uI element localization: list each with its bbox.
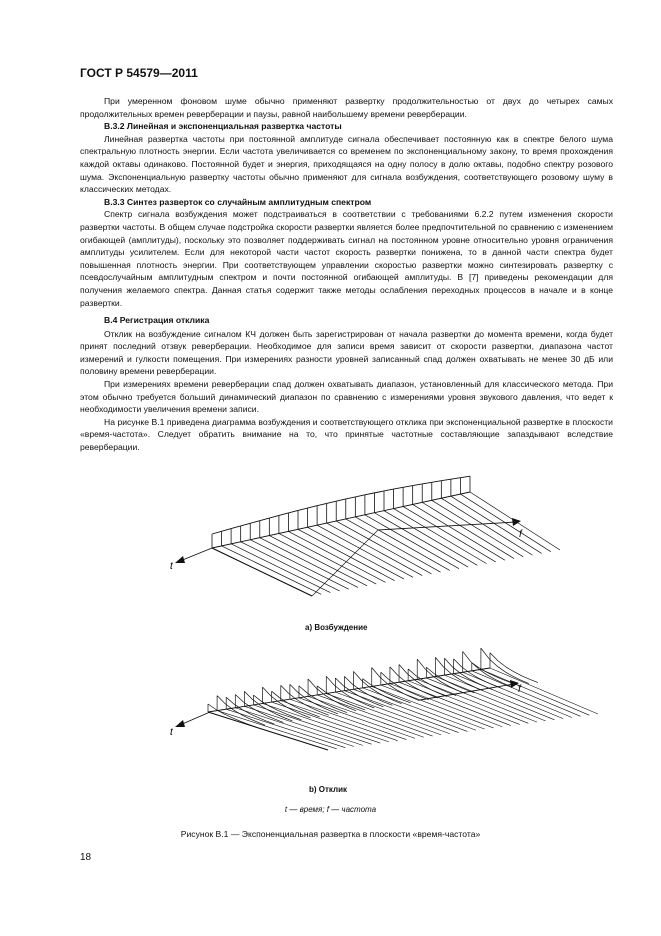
drawing-stroke xyxy=(242,710,250,714)
drawing-stroke xyxy=(222,529,232,532)
drawing-stroke xyxy=(395,697,403,700)
drawing-stroke xyxy=(327,501,337,503)
drawing-stroke xyxy=(235,694,243,701)
drawing-stroke xyxy=(233,710,241,715)
drawing-stroke xyxy=(354,671,362,680)
drawing-stroke xyxy=(435,677,545,721)
drawing-stroke xyxy=(423,685,431,689)
caption-a: a) Возбуждение xyxy=(305,623,368,632)
drawing-stroke xyxy=(441,479,451,481)
drawing-stroke xyxy=(308,679,316,688)
drawing-stroke xyxy=(422,502,514,558)
drawing-stroke xyxy=(366,705,374,708)
drawing-stroke xyxy=(449,686,457,690)
drawing-stroke xyxy=(263,703,381,743)
f-axis-a xyxy=(378,522,516,530)
t-axis-b xyxy=(180,712,210,725)
caption-b: b) Отклик xyxy=(309,785,348,794)
drawing-stroke xyxy=(422,691,430,695)
drawing-stroke xyxy=(460,476,470,477)
drawing-stroke xyxy=(374,513,468,567)
t-axis-a xyxy=(180,548,212,561)
drawing-stroke xyxy=(432,481,442,483)
drawing-stroke xyxy=(506,667,514,672)
drawing-stroke xyxy=(469,679,477,683)
drawing-stroke xyxy=(451,478,461,480)
arrow-icon xyxy=(175,556,185,563)
drawing-stroke xyxy=(505,672,513,677)
drawing-stroke xyxy=(486,682,494,685)
figure-legend xyxy=(0,805,661,814)
drawing-stroke xyxy=(381,672,389,679)
drawing-stroke xyxy=(363,679,371,685)
drawing-stroke xyxy=(295,711,303,715)
drawing-stroke xyxy=(396,689,404,693)
paragraph: Линейная развертка частоты при постоянной амплитуде сигнала обеспечивает постоянную как в спектре белого шума спектральную плотность энергии. Если частота увеличивается со временем по экспоненциальному закону, то время прохождения каждой октавы одинаково. Постоянной будет и энергия, приходящаяся на одну полосу в долю октавы, подобно спектру розового шума. Экспоненциальную развертку частоты обычно применяют для сигнала возбуждения, соответствующего розовому шуму в классических методах. xyxy=(80,133,613,195)
axis-label-f: f xyxy=(519,529,522,540)
drawing-stroke xyxy=(514,672,522,676)
drawing-stroke xyxy=(454,674,564,719)
drawing-stroke xyxy=(355,495,365,497)
drawing-stroke xyxy=(472,663,480,669)
drawing-stroke xyxy=(253,695,261,701)
drawing-stroke xyxy=(422,482,432,484)
drawing-stroke xyxy=(250,540,349,589)
axis-label-t: t xyxy=(170,727,173,738)
drawing-stroke xyxy=(372,686,485,729)
drawing-stroke xyxy=(384,511,477,566)
drawing-stroke xyxy=(374,491,384,493)
drawing-stroke xyxy=(284,718,292,721)
drawing-stroke xyxy=(478,678,486,682)
drawing-stroke xyxy=(384,489,394,491)
drawing-stroke xyxy=(308,506,318,508)
drawing-stroke xyxy=(298,508,308,510)
drawing-stroke xyxy=(424,681,432,685)
drawing-stroke xyxy=(441,498,532,555)
drawing-stroke xyxy=(413,504,505,560)
drawing-stroke xyxy=(231,544,330,593)
drawing-stroke xyxy=(384,702,392,705)
paragraph: При умеренном фоновом шуме обычно применяют развертку продолжительностью от двух до четырех самых продолжительных времен реверберации и паузы, равной наибольшему времени реверберации. xyxy=(80,96,613,119)
drawing-stroke xyxy=(332,700,340,704)
drawing-stroke xyxy=(386,697,394,701)
drawing-stroke xyxy=(317,503,327,505)
drawing-stroke xyxy=(251,708,259,713)
drawing-stroke xyxy=(344,676,352,684)
paragraph: Спектр сигнала возбуждения может подстраиваться в соответствии с требованиями 6.2.2 путем изменения скорости развертки частоты. В общем случае подстройка скорости развертки является более предпочтительной по сравнению с изменением огибающей (амплитуды), поскольку это позволяет поддерживать сигнал на постоянном уровне относительно уровня ограничения амплитуды усилителем. Если для некоторой части частот скорость развертки понижена, то в данной части спектра будет повышенная плотность энергии. При соответствующем управлении скоростью развертки можно синтезировать развертку с псевдослучайным амплитудным спектром и почти постоянной огибающей амплитуды. В [7] приведены рекомендации для получения желаемого спектра. Данная статья содержит также методы ослабления переходных процессов в начале и в конце развертки. xyxy=(80,209,613,308)
drawing-stroke xyxy=(368,695,376,699)
drawing-stroke xyxy=(317,686,325,692)
drawing-stroke xyxy=(269,515,279,518)
drawing-stroke xyxy=(317,525,413,577)
drawing-stroke xyxy=(435,657,443,667)
drawing-stroke xyxy=(450,683,458,687)
drawing-stroke xyxy=(241,523,251,526)
drawing-stroke xyxy=(322,707,330,710)
drawing-stroke xyxy=(399,664,407,673)
drawing-stroke xyxy=(417,659,425,669)
drawing-stroke xyxy=(341,700,349,703)
drawing-stroke xyxy=(217,696,225,704)
drawing-stroke xyxy=(279,513,289,516)
drawing-stroke xyxy=(414,687,422,691)
drawing-stroke xyxy=(445,658,453,667)
drawing-stroke xyxy=(467,684,475,688)
paragraph: На рисунке В.1 приведена диаграмма возбуждения и соответствующего отклика при экспоненциальной развертке в плоскости «время-частота». Следует обратить внимание на то, что принятые частотные составляющие запаздывают вследствие реверберации. xyxy=(80,416,613,453)
drawing-stroke xyxy=(350,697,358,701)
drawing-stroke xyxy=(390,667,398,676)
drawing-stroke xyxy=(522,676,530,680)
drawing-stroke xyxy=(336,499,346,501)
drawing-stroke xyxy=(299,698,415,739)
drawing-stroke xyxy=(296,707,304,711)
drawing-stroke xyxy=(288,703,296,707)
arrow-icon xyxy=(175,720,185,727)
drawing-stroke xyxy=(312,530,378,596)
drawing-stroke xyxy=(231,526,241,529)
page-number: 18 xyxy=(80,852,92,863)
drawing-stroke xyxy=(432,500,523,557)
drawing-stroke xyxy=(454,659,462,667)
drawing-stroke xyxy=(212,548,312,596)
drawing-stroke xyxy=(413,484,423,486)
figure-caption: Рисунок В.1 — Экспоненциальная развертка в плоскости «время-частота» xyxy=(180,829,481,839)
drawing-stroke xyxy=(336,521,431,574)
drawing-stroke xyxy=(497,666,505,672)
section-heading-b4: В.4 Регистрация отклика xyxy=(104,315,210,326)
arrow-icon xyxy=(512,518,521,526)
drawing-stroke xyxy=(298,529,395,580)
drawing-stroke xyxy=(481,648,489,658)
drawing-stroke xyxy=(375,704,383,707)
drawing-stroke xyxy=(263,687,271,696)
drawing-stroke xyxy=(272,691,280,697)
drawing-stroke xyxy=(313,709,321,713)
drawing-stroke xyxy=(530,679,538,682)
drawing-stroke xyxy=(299,686,307,693)
drawing-stroke xyxy=(426,667,434,673)
drawing-stroke xyxy=(285,714,293,717)
drawing-stroke xyxy=(226,697,234,704)
axis-label-t: t xyxy=(170,561,173,572)
drawing-stroke xyxy=(253,705,371,744)
drawing-stroke xyxy=(490,668,598,714)
drawing-stroke xyxy=(269,536,367,586)
section-heading-b32: В.3.2 Линейная и экспоненциальная развертка частоты xyxy=(104,121,342,132)
drawing-stroke xyxy=(244,691,252,699)
drawing-stroke xyxy=(272,702,389,742)
drawing-stroke xyxy=(279,533,376,584)
drawing-stroke xyxy=(490,653,498,661)
axis-label-f: f xyxy=(518,684,521,695)
drawing-stroke xyxy=(378,692,386,696)
drawing-stroke xyxy=(372,668,380,677)
drawing-stroke xyxy=(281,701,398,741)
drawing-stroke xyxy=(315,698,323,702)
drawing-stroke xyxy=(335,678,343,686)
drawing-stroke xyxy=(394,487,404,489)
legend-text: t — время; f — частота xyxy=(284,805,377,814)
drawing-stroke xyxy=(403,486,413,488)
drawing-stroke xyxy=(359,696,367,700)
drawing-stroke xyxy=(312,714,320,717)
paragraph: Отклик на возбуждение сигналом КЧ должен быть зарегистрирован от начала развертки до момента времени, когда будет принят последний отзвук реверберации. Необходимое для записи время зависит от скорости развертки, диапазона частот измерений и гулкости помещения. При измерениях разности уровней записанный спад должен охватывать не менее 30 дБ или половину времени реверберации. xyxy=(80,328,613,377)
drawing-stroke xyxy=(408,681,519,725)
drawing-stroke xyxy=(250,521,260,524)
drawing-stroke xyxy=(463,651,471,661)
drawing-stroke xyxy=(388,684,396,689)
drawing-stroke xyxy=(399,682,511,725)
drawing-stroke xyxy=(348,708,356,711)
drawing-stroke xyxy=(308,527,404,579)
drawing-stroke xyxy=(404,694,412,698)
paragraph: При измерениях времени реверберации спад должен охватывать диапазон, установленный для классического метода. При этом обычно требуется больший динамический диапазон по сравнению с измерениями уровня звукового давления, что ведет к необходимости увеличения времени записи. xyxy=(80,379,613,415)
drawing-stroke xyxy=(363,688,476,730)
drawing-stroke xyxy=(258,718,266,721)
drawing-stroke xyxy=(208,704,216,709)
drawing-stroke xyxy=(405,690,413,694)
drawing-stroke xyxy=(403,700,411,703)
drawing-stroke xyxy=(290,699,407,739)
drawing-stroke xyxy=(365,515,459,569)
drawing-stroke xyxy=(212,531,222,534)
drawing-stroke xyxy=(260,538,358,588)
drawing-stroke xyxy=(288,531,385,582)
drawing-stroke xyxy=(431,690,439,694)
drawing-stroke xyxy=(327,523,423,575)
drawing-stroke xyxy=(260,518,270,521)
drawing-stroke xyxy=(498,661,506,667)
drawing-stroke xyxy=(403,507,496,562)
drawing-stroke xyxy=(477,683,485,687)
drawing-stroke xyxy=(394,509,487,564)
drawing-stroke xyxy=(432,686,440,690)
drawing-stroke xyxy=(346,497,356,499)
drawing-stroke xyxy=(496,677,504,680)
drawing-stroke xyxy=(365,493,375,495)
drawing-stroke xyxy=(442,679,450,683)
drawing-stroke xyxy=(397,685,405,689)
drawing-stroke xyxy=(281,685,289,693)
drawing-stroke xyxy=(308,696,424,737)
document-header: ГОСТ Р 54579—2011 xyxy=(80,66,198,80)
section-heading-b33: В.3.3 Синтез разверток со случайным амплитудным спектром xyxy=(104,196,372,207)
drawing-stroke xyxy=(355,517,449,571)
drawing-stroke xyxy=(408,669,416,676)
figure-a-excitation xyxy=(212,476,560,596)
drawing-stroke xyxy=(481,669,589,715)
drawing-stroke xyxy=(290,684,298,692)
drawing-stroke xyxy=(381,685,494,728)
figure-b-response xyxy=(208,648,598,750)
drawing-stroke xyxy=(326,676,334,685)
drawing-stroke xyxy=(288,510,298,512)
drawing-stroke xyxy=(248,724,256,727)
drawing-stroke xyxy=(222,546,322,594)
